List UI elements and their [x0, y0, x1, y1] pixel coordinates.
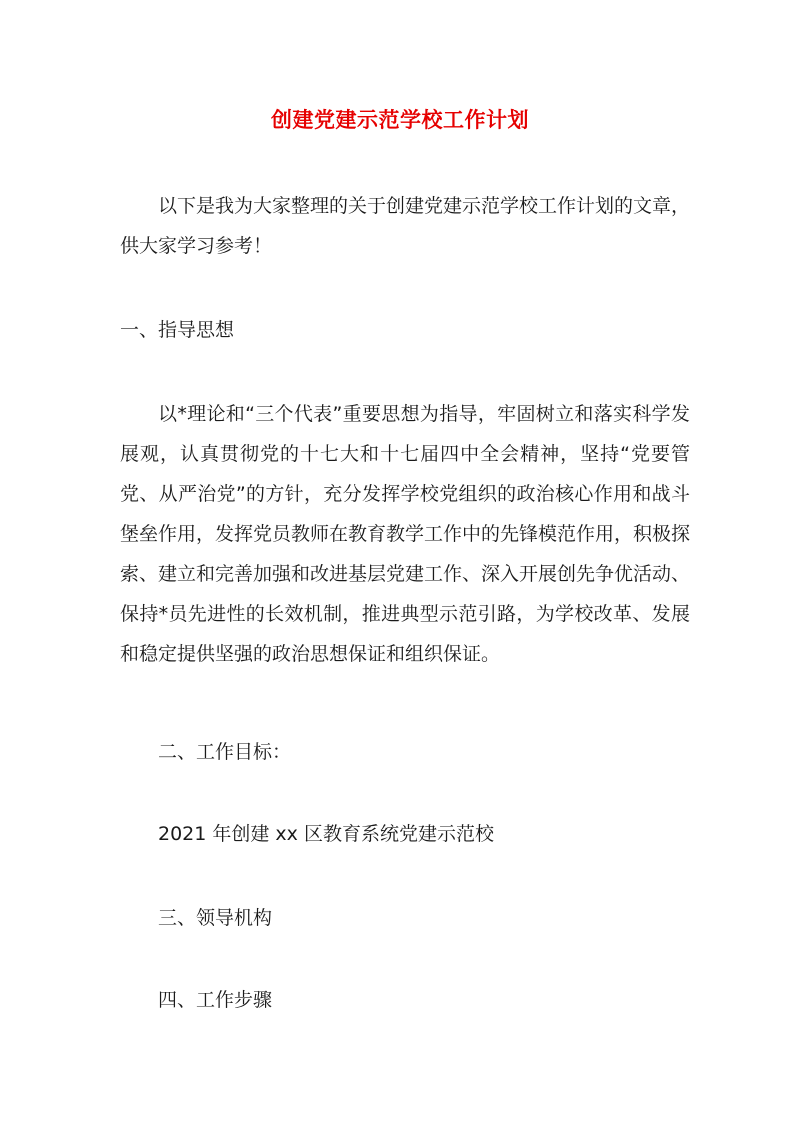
section-heading-guiding-ideology: 一、指导思想: [120, 319, 235, 341]
section-heading-leadership: 三、领导机构: [158, 907, 273, 929]
section-heading-work-steps: 四、工作步骤: [158, 989, 273, 1011]
section-heading-work-goals: 二、工作目标：: [158, 741, 292, 763]
work-goals-text: 2021 年创建 xx 区教育系统党建示范校: [158, 823, 494, 845]
intro-paragraph: 以下是我为大家整理的关于创建党建示范学校工作计划的文章，供大家学习参考！: [120, 195, 691, 257]
document-title: 创建党建示范学校工作计划: [271, 108, 529, 132]
guiding-ideology-paragraph: 以*理论和“三个代表”重要思想为指导，牢固树立和落实科学发展观，认真贯彻党的十七大和十七届四中全会精神，坚持“党要管党、从严治党”的方针，充分发挥学校党组织的政治核心作用和战斗堡垒作用，发挥党员教师在教育教学工作中的先锋模范作用，积极探索、建立和完善加强和改进基层党建工作、深入开展创先争优活动、保持*员先进性的长效机制，推进典型示范引路，为学校改革、发展和稳定提供坚强的政治思想保证和组织保证。: [120, 403, 691, 665]
